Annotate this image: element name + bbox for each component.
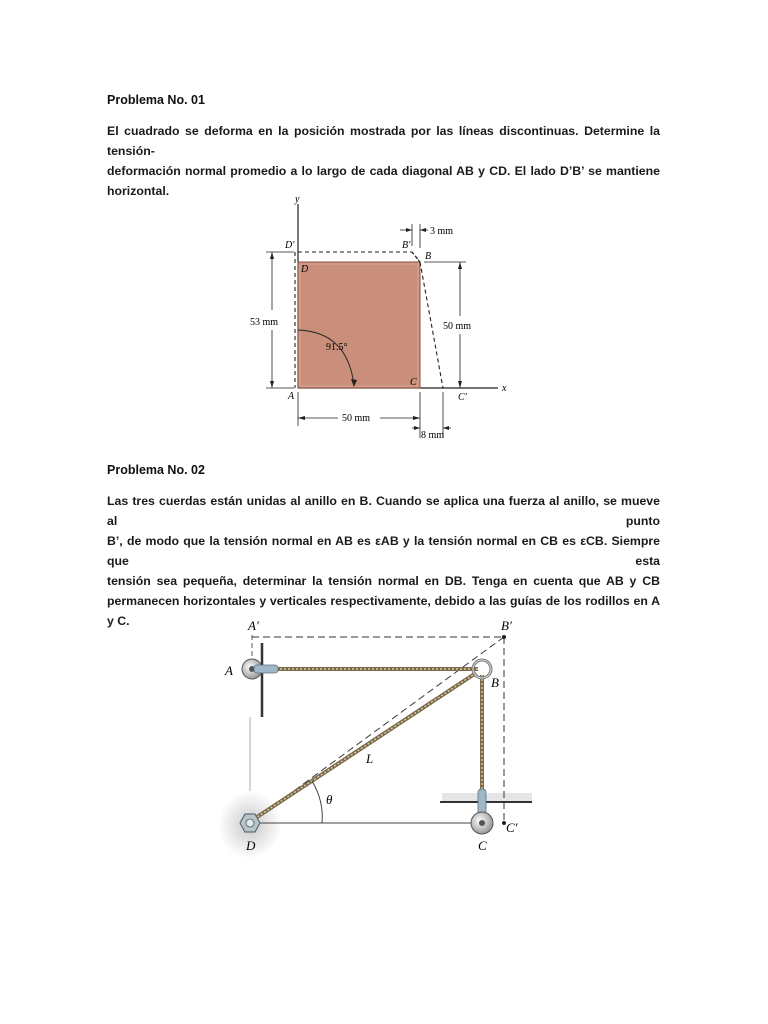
problem-1-line-3: horizontal. (107, 184, 170, 198)
problem-1-line-1: El cuadrado se deforma en la posición mostrada por las líneas discontinuas. Determine la tensión- (107, 124, 660, 158)
dim-50mm-right: 50 mm (443, 321, 472, 332)
problem-1-text (107, 121, 660, 201)
label-d-prime: D′ (285, 240, 295, 251)
angle-label: 91.5° (326, 342, 348, 353)
label-c: C (410, 377, 417, 388)
label-d: D (246, 838, 256, 853)
deformed-square-figure (240, 190, 530, 450)
problem-2-line-3: tensión sea pequeña, determinar la tensión normal en DB. Tenga en cuenta que AB y CB (107, 574, 660, 588)
dim-3mm: 3 mm (430, 226, 454, 237)
dim-50mm-bottom: 50 mm (342, 413, 371, 424)
label-c-prime: C′ (506, 820, 518, 835)
dim-53mm: 53 mm (250, 317, 279, 328)
label-c-prime: C′ (458, 392, 467, 403)
label-a: A (288, 391, 295, 402)
problem-2-line-4: permanecen horizontales y verticales respectivamente, debido a las guías de los rodillos en A y C. (107, 594, 660, 628)
ropes-ring-figure (210, 605, 550, 875)
label-d: D (301, 264, 309, 275)
label-a: A (225, 663, 233, 678)
label-a-prime: A′ (248, 618, 259, 633)
problem-2-line-2: B’, de modo que la tensión normal en AB es εAB y la tensión normal en CB es εCB. Siempre que esta (107, 534, 660, 568)
label-theta: θ (326, 792, 333, 807)
label-b-prime: B′ (501, 618, 512, 633)
label-l: L (366, 751, 374, 766)
square-plate (298, 262, 420, 388)
problem-2-title: Problema No. 02 (107, 463, 205, 477)
label-b: B (425, 251, 432, 262)
dim-8mm: 8 mm (421, 430, 445, 441)
axis-x-label: x (502, 383, 507, 394)
deformed-top-edge (298, 252, 420, 262)
deformed-right-edge (420, 262, 443, 388)
label-c: C (478, 838, 487, 853)
problem-1-line-2: deformación normal promedio a lo largo de cada diagonal AB y CD. El lado D’B’ se mantiene (107, 164, 660, 178)
label-b-prime: B′ (402, 240, 411, 251)
label-b: B (491, 675, 499, 690)
problem-2-line-1: Las tres cuerdas están unidas al anillo en B. Cuando se aplica una fuerza al anillo, se mueve al punto (107, 494, 660, 528)
theta-arc (312, 781, 322, 823)
axis-y-label: y (295, 194, 300, 205)
problem-1-title: Problema No. 01 (107, 93, 205, 107)
